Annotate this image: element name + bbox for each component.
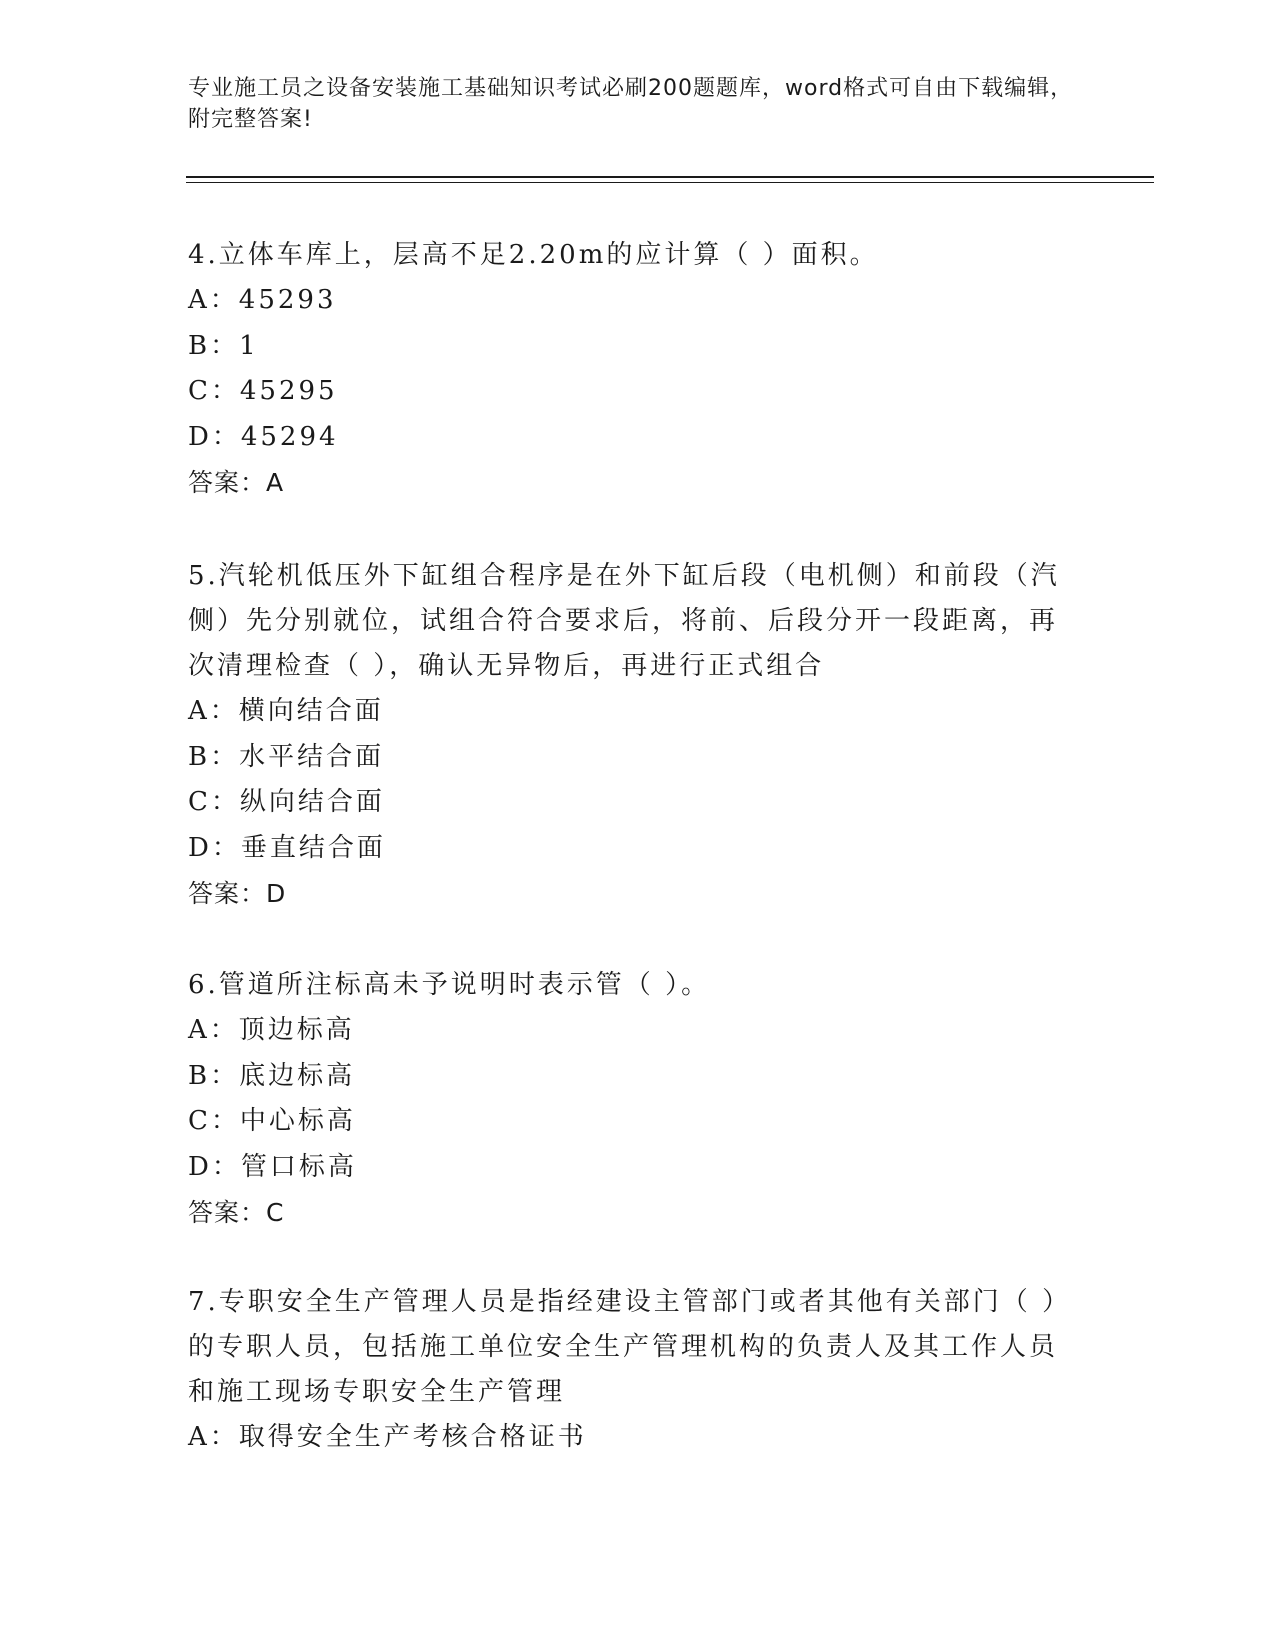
answer-label: 答案：A xyxy=(188,468,285,497)
option-b: B：底边标高 xyxy=(188,1060,356,1091)
option-b: B：水平结合面 xyxy=(188,741,385,772)
question-text: 5.汽轮机低压外下缸组合程序是在外下缸后段（电机侧）和前段（汽侧）先分别就位，试组合符合要求后，将前、后段分开一段距离，再次清理检查（ ），确认无异物后，再进行正式组合 xyxy=(188,561,1060,681)
document-title: 专业施工员之设备安装施工基础知识考试必刷200题题库，word格式可自由下载编辑，附完整答案! xyxy=(188,76,1074,132)
question-text: 4.立体车库上，层高不足2.20m的应计算（ ）面积。 xyxy=(188,240,879,270)
answer-label: 答案：D xyxy=(188,879,287,908)
option-d: D：45294 xyxy=(188,421,339,452)
option-a: A：横向结合面 xyxy=(188,696,384,726)
option-a: A：45293 xyxy=(188,285,337,315)
question-4 xyxy=(188,233,1068,505)
option-a: A：顶边标高 xyxy=(188,1015,355,1045)
header-divider xyxy=(186,176,1154,178)
question-5 xyxy=(188,554,1068,916)
option-a: A：取得安全生产考核合格证书 xyxy=(188,1422,587,1452)
header-divider-thin xyxy=(186,182,1154,183)
option-c: C：中心标高 xyxy=(188,1106,356,1136)
question-text: 7.专职安全生产管理人员是指经建设主管部门或者其他有关部门（ ）的专职人员，包括施工单位安全生产管理机构的负责人及其工作人员和施工现场专职安全生产管理 xyxy=(188,1287,1059,1407)
question-text: 6.管道所注标高未予说明时表示管（ ）。 xyxy=(188,970,711,1000)
option-c: C：45295 xyxy=(188,376,338,406)
answer-label: 答案：C xyxy=(188,1198,285,1227)
option-d: D：垂直结合面 xyxy=(188,832,386,863)
option-c: C：纵向结合面 xyxy=(188,787,385,817)
question-6 xyxy=(188,963,1068,1235)
option-d: D：管口标高 xyxy=(188,1151,357,1182)
question-7 xyxy=(188,1280,1068,1461)
option-b: B：1 xyxy=(188,330,259,361)
